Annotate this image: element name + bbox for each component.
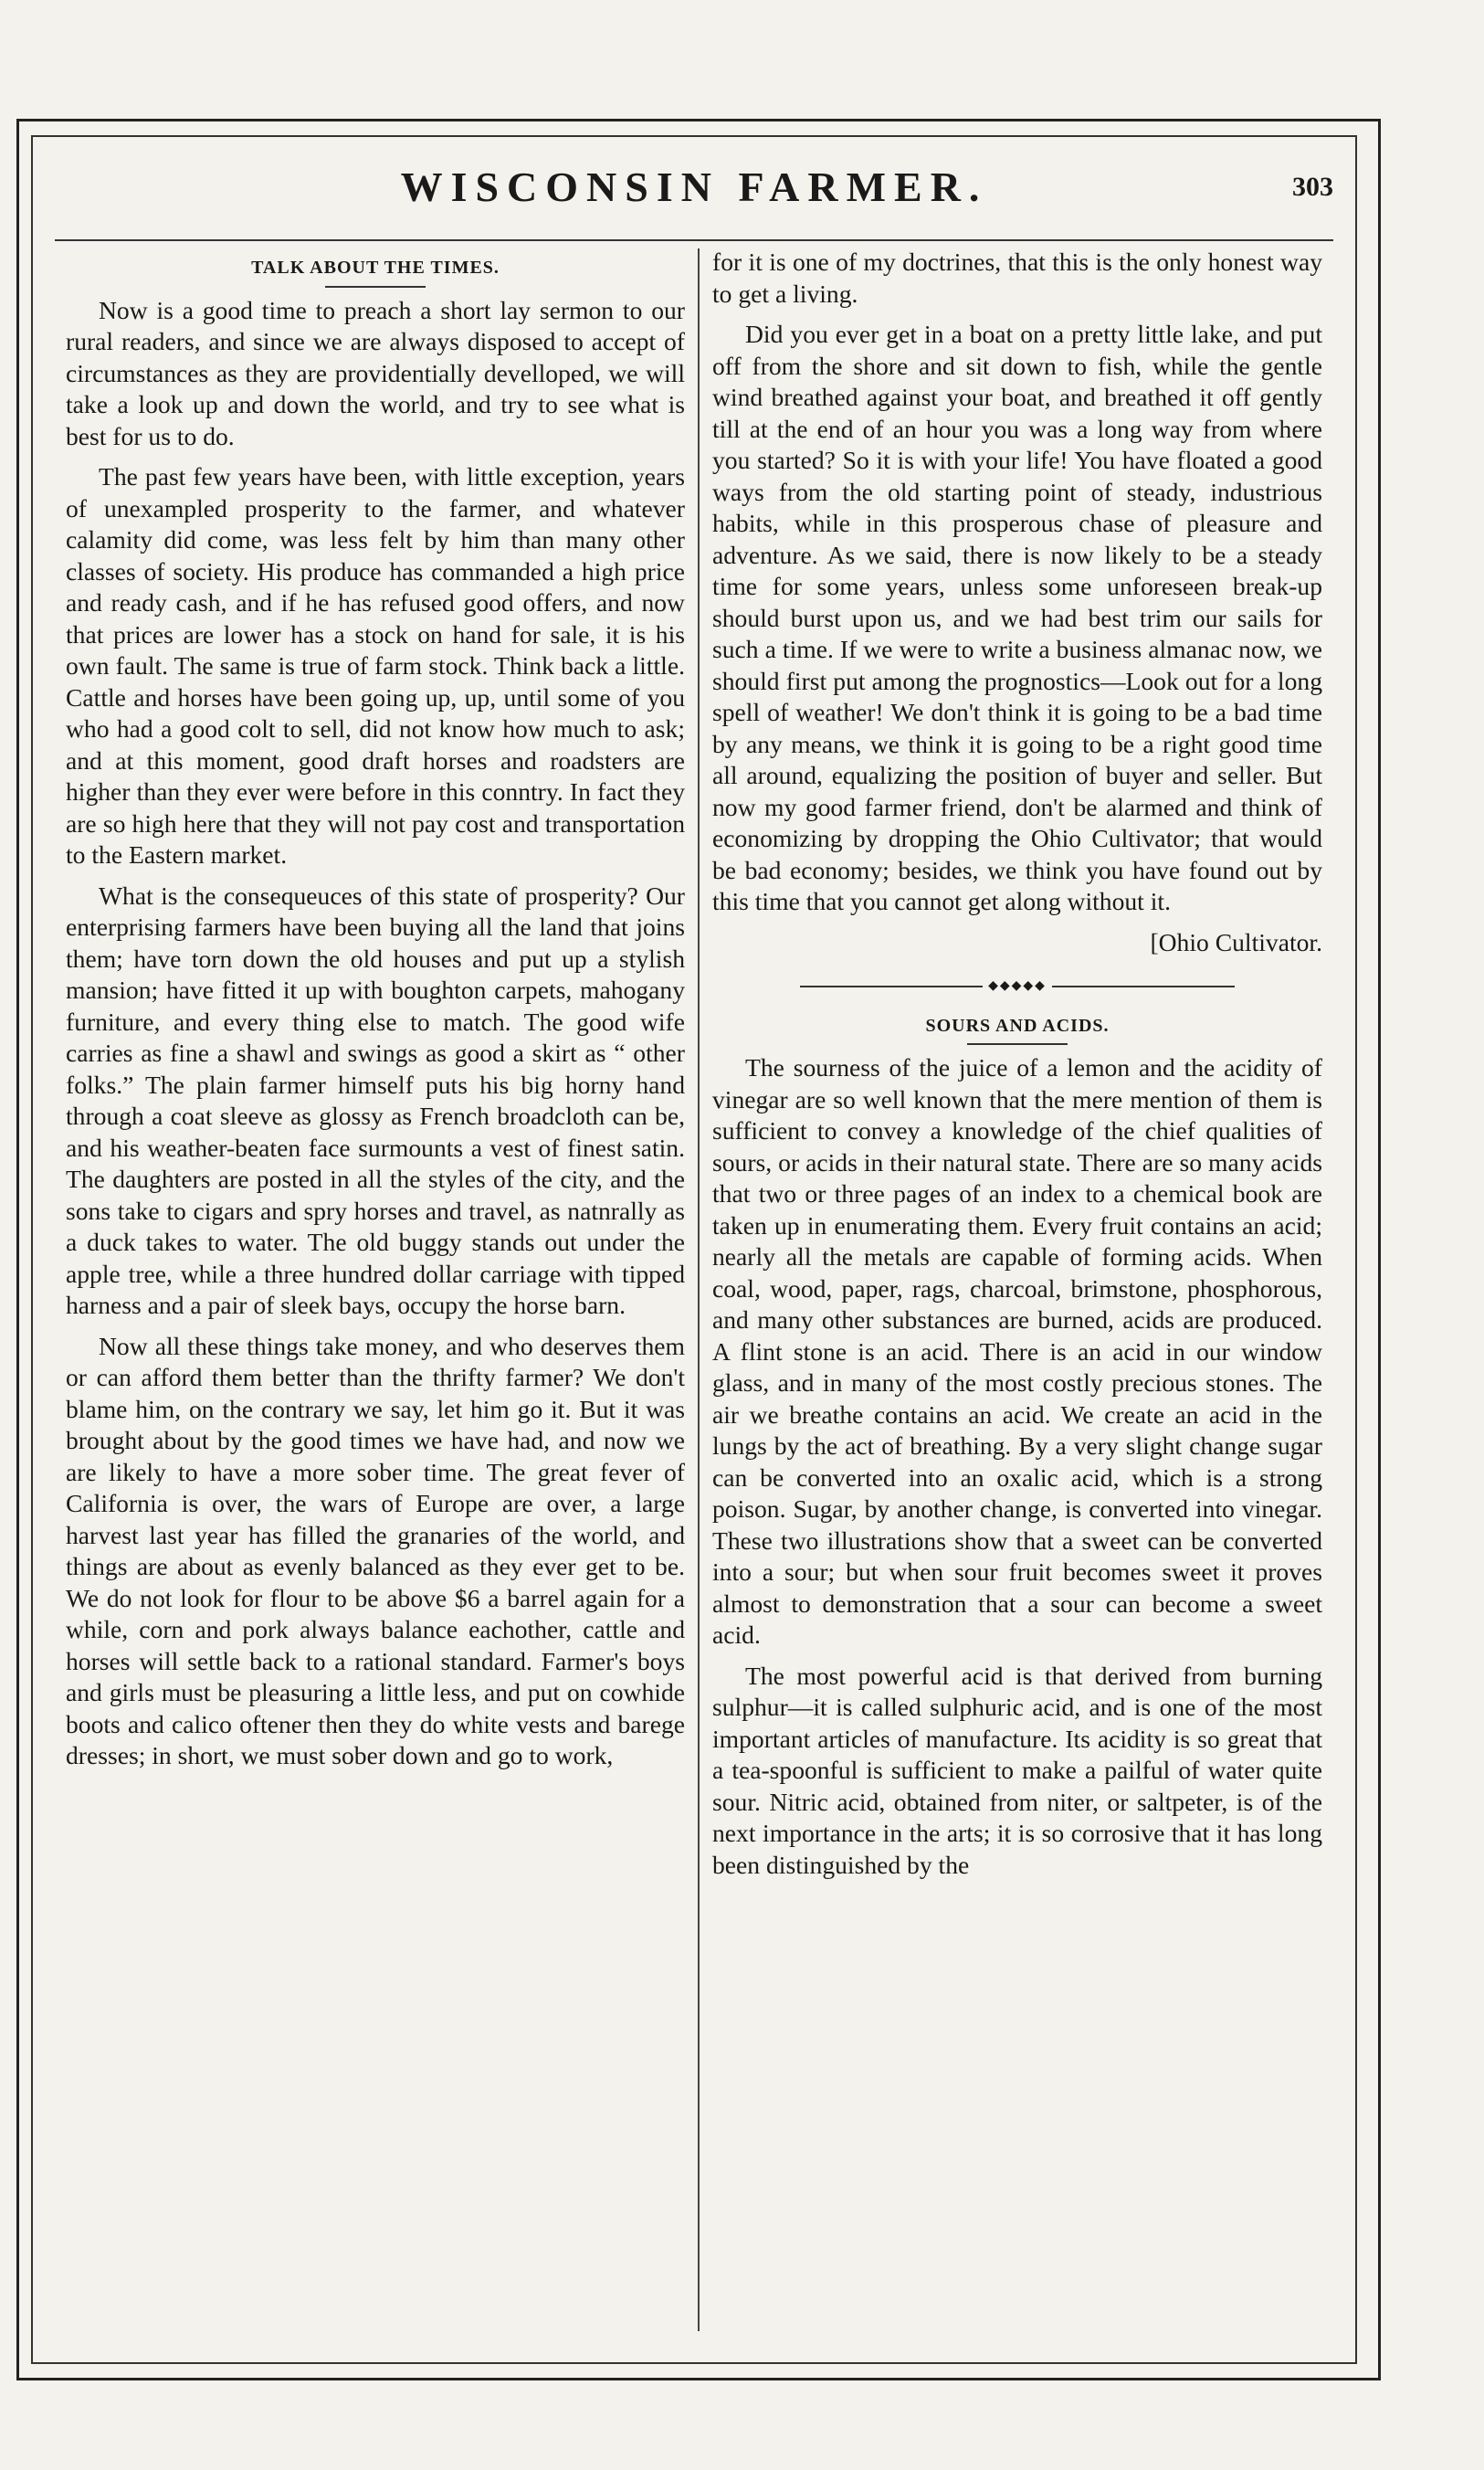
article-paragraph: The most powerful acid is that derived from burning sulphur—it is called sulphuric acid, and is one of the most important articles of manufacture. Its acidity is so great that a tea-spoonful is sufficient to make a pailful of water quite sour. Nitric acid, obtained from niter, or saltpeter, is of the next importance in the arts; it is so corrosive that it has long been distinguished by the: [712, 1661, 1322, 1879]
section-divider-ornament: [712, 971, 1322, 1003]
article-paragraph-continuation: for it is one of my doctrines, that this is the only honest way to get a living.: [712, 248, 1322, 308]
source-attribution: [Ohio Cultivator.: [1150, 927, 1322, 956]
column-divider: [698, 248, 700, 2331]
article-paragraph: The sourness of the juice of a lemon and the acidity of vinegar are so well known that the mere mention of them is sufficient to convey a knowledge of the chief qualities of sours, or acids in their natural state. There are so many acids that two or three pages of an index to a chemical book are taken up in enumerating them. Every fruit contains an acid; nearly all the metals are capable of forming acids. When coal, wood, paper, rags, charcoal, brimstone, phosphorous, and many other substances are burned, acids are produced. A flint stone is an acid. There is an acid in our window glass, and in many of the most costly precious stones. The air we breathe contains an acid. We create an acid in the lungs by the act of breathing. By a very slight change sugar can be converted into an oxalic acid, which is a strong poison. Sugar, by another change, is converted into vinegar. These two illustrations show that a sweet can be converted into a sour; but when sour fruit becomes sweet it proves almost to demonstration that a sour can become a sweet acid.: [712, 1053, 1322, 1649]
masthead-title: WISCONSIN FARMER.: [400, 164, 988, 210]
article-paragraph: Did you ever get in a boat on a pretty little lake, and put off from the shore and sit down to fish, while the gentle wind breathed against your boat, and breathed it off gently till at the end of an hour you was a long way from where you started? So it is with your life! You have floated a good ways from the old starting point of steady, industrious habits, while in this prosperous chase of pleasure and adventure. As we said, there is now likely to be a steady time for some years, unless some unforeseen break-up should burst upon us, and we had best trim our sails for such a time. If we were to write a business almanac now, we should first put among the prognostics—Look out for a long spell of weather! We don't think it is going to be a bad time by any means, we think it is going to be a right good time all around, equalizing the position of buyer and seller. But now my good farmer friend, don't be alarmed and think of economizing by dropping the Ohio Cultivator; that would be bad economy; besides, we think you have found out by this time that you cannot get along without it.: [712, 320, 1322, 915]
article-paragraph: Now all these things take money, and who deserves them or can afford them better than the thrifty farmer? We don't blame him, on the contrary we say, let him go it. But it was brought about by the good times we have had, and now we are likely to have a more sober time. The great fever of California is over, the wars of Europe are over, a large harvest last year has filled the granaries of the world, and things are about as evenly balanced as they ever get to be. We do not look for flour to be above $6 a barrel again for a while, corn and pork always balance eachother, cattle and horses will settle back to a rational standard. Farmer's boys and girls must be pleasuring a little less, and put on cowhide boots and calico oftener then they do white vests and barege dresses; in short, we must sober down and go to work,: [66, 1331, 685, 1769]
left-column: [66, 247, 685, 1781]
article-title-talk-about-the-times: TALK ABOUT THE TIMES.: [251, 258, 500, 278]
article-paragraph: What is the consequeuces of this state of prosperity? Our enterprising farmers have been buying all the land that joins them; have torn down the old houses and put up a stylish mansion; have fitted it up with boughton carpets, mahogany furniture, and every thing else to match. The good wife carries as fine a shawl and swings as good a skirt as “ other folks.” The plain farmer himself puts his big horny hand through a coat sleeve as glossy as French broadcloth can be, and his weather-beaten face surmounts a vest of finest satin. The daughters are posted in all the styles of the city, and the sons take to cigars and spry horses and travel, as natnrally as a duck takes to water. The old buggy stands out under the apple tree, while a three hundred dollar carriage with tipped harness and a pair of sleek bays, occupy the horse barn.: [66, 881, 685, 1319]
page-number: 303: [1292, 172, 1333, 202]
page-header: [55, 163, 1333, 245]
divider-rule: [800, 986, 983, 987]
right-column: [712, 247, 1322, 1890]
header-rule: [55, 239, 1333, 241]
article-paragraph: The past few years have been, with little exception, years of unexampled prosperity to the farmer, and whatever calamity did come, was less felt by him than many other classes of society. His produce has commanded a high price and ready cash, and if he has refused good offers, and now that prices are lower has a stock on hand for sale, it is his own fault. The same is true of farm stock. Think back a little. Cattle and horses have been going up, up, until some of you who had a good colt to sell, did not know how much to ask; and at this moment, good draft horses and roadsters are higher than they ever were before in this conntry. In fact they are so high here that they will not pay cost and transportation to the Eastern market.: [66, 462, 685, 869]
divider-rule: [1052, 986, 1235, 987]
article-paragraph: Now is a good time to preach a short lay sermon to our rural readers, and since we are always disposed to accept of circumstances as they are providentially develloped, we will take a look up and down the world, and try to see what is best for us to do.: [66, 295, 685, 450]
article-title-sours-and-acids: SOURS AND ACIDS.: [925, 1015, 1110, 1036]
title-underline: [967, 1043, 1068, 1045]
diamond-ornament-icon: ◆◆◆◆◆: [988, 979, 1047, 993]
title-underline: [325, 286, 426, 288]
